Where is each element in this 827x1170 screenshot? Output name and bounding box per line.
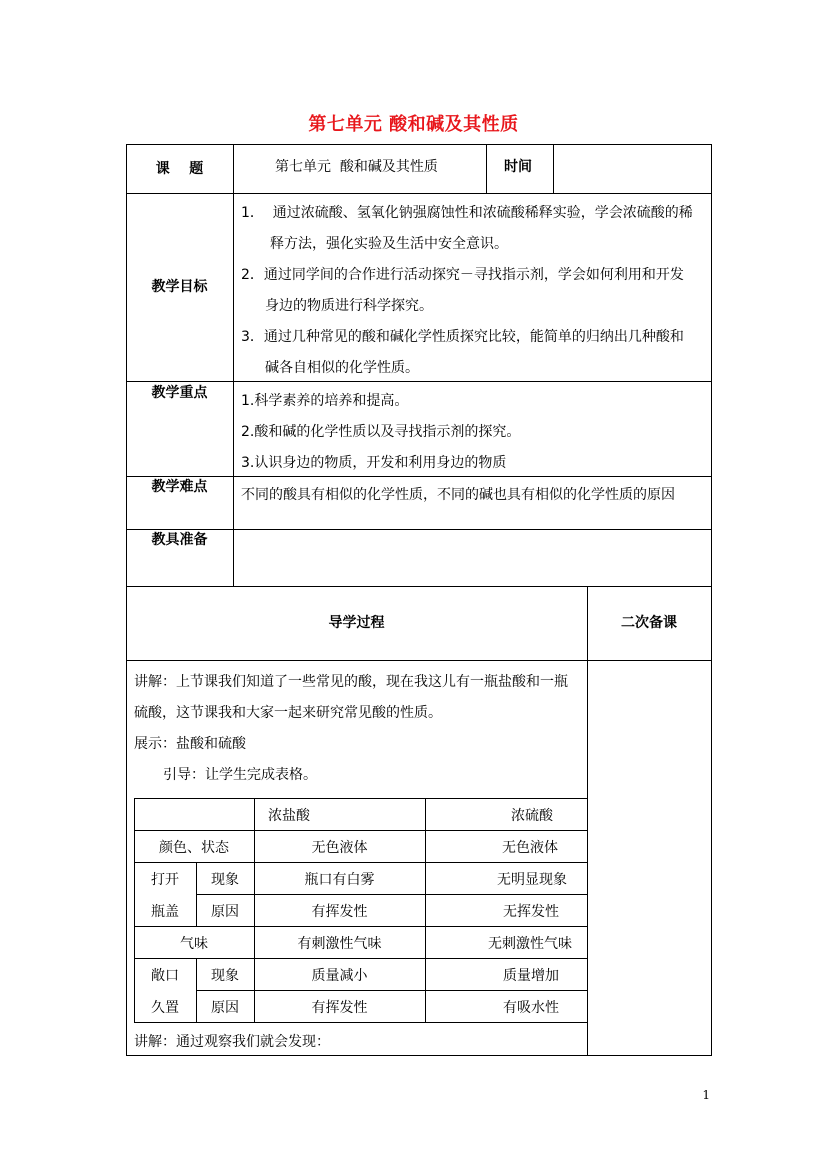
compare-cell: 无挥发性	[503, 904, 559, 920]
objective-line: 3．通过几种常见的酸和碱化学性质探究比较，能简单的归纳出几种酸和	[241, 329, 684, 345]
compare-expose-label: 久置	[151, 1000, 179, 1016]
compare-open-label: 打开	[151, 872, 179, 888]
compare-line	[134, 1022, 587, 1023]
compare-cell: 质量减小	[311, 968, 368, 984]
compare-reason-label: 原因	[211, 904, 239, 920]
objectives-label: 教学目标	[151, 279, 208, 295]
key-point-line: 1.科学素养的培养和提高。	[241, 393, 409, 409]
compare-line	[134, 798, 587, 799]
key-point-line: 3.认识身边的物质，开发和利用身边的物质	[241, 455, 507, 471]
course-label: 课 题	[155, 161, 204, 177]
compare-line	[134, 830, 587, 831]
compare-cell: 无明显现象	[497, 872, 567, 888]
compare-line	[134, 926, 587, 927]
row-divider	[126, 660, 712, 661]
compare-phenomenon-label: 现象	[211, 968, 239, 984]
difficulties-label: 教学难点	[151, 479, 208, 495]
compare-line	[134, 958, 587, 959]
page-number: 1	[702, 1088, 710, 1102]
compare-header-h2so4: 浓硫酸	[511, 808, 553, 824]
compare-cell: 有吸水性	[503, 1000, 559, 1016]
key-points-label: 教学重点	[151, 385, 208, 401]
table-border-bottom	[126, 1055, 712, 1056]
difficulties-text: 不同的酸具有相似的化学性质，不同的碱也具有相似的化学性质的原因	[241, 487, 675, 503]
col-divider	[587, 586, 588, 1055]
compare-cell: 无色液体	[502, 840, 558, 856]
row-divider	[126, 381, 712, 382]
compare-color-label: 颜色、状态	[159, 840, 229, 856]
equipment-label: 教具准备	[151, 532, 208, 548]
table-border-top	[126, 144, 712, 145]
col-divider	[553, 144, 554, 193]
compare-open-label: 瓶盖	[151, 904, 179, 920]
compare-cell: 无刺激性气味	[488, 936, 572, 952]
page-title: 第七单元 酸和碱及其性质	[308, 114, 519, 135]
process-line: 讲解：上节课我们知道了一些常见的酸，现在我这儿有一瓶盐酸和一瓶	[134, 674, 568, 690]
compare-header-hcl: 浓盐酸	[268, 808, 310, 824]
objective-line: 释方法，强化实验及生活中安全意识。	[270, 236, 508, 252]
objective-line: 2．通过同学间的合作进行活动探究－寻找指示剂，学会如何利用和开发	[241, 267, 684, 283]
compare-line	[425, 798, 426, 1022]
compare-cell: 无色液体	[311, 840, 368, 856]
objective-line: 碱各自相似的化学性质。	[265, 360, 419, 376]
compare-cell: 有刺激性气味	[297, 936, 382, 952]
key-point-line: 2.酸和碱的化学性质以及寻找指示剂的探究。	[241, 424, 521, 440]
compare-phenomenon-label: 现象	[211, 872, 239, 888]
compare-smell-label: 气味	[180, 936, 208, 952]
col-divider	[486, 144, 487, 193]
col-divider	[233, 144, 234, 586]
process-line: 硫酸，这节课我和大家一起来研究常见酸的性质。	[134, 705, 442, 721]
compare-expose-label: 敞口	[151, 968, 179, 984]
objective-line: 身边的物质进行科学探究。	[265, 298, 433, 314]
row-divider	[126, 193, 712, 194]
objective-line: 1． 通过浓硫酸、氢氧化钠强腐蚀性和浓硫酸稀释实验，学会浓硫酸的稀	[241, 205, 693, 221]
compare-cell: 有挥发性	[311, 904, 368, 920]
process-line: 展示：盐酸和硫酸	[134, 736, 246, 752]
table-border-right	[711, 144, 712, 1055]
compare-cell: 有挥发性	[311, 1000, 368, 1016]
process-line: 引导：让学生完成表格。	[163, 767, 317, 783]
process-footer-line: 讲解：通过观察我们就会发现：	[134, 1034, 330, 1050]
second-prep-label: 二次备课	[621, 615, 677, 631]
row-divider	[126, 586, 712, 587]
compare-cell: 质量增加	[503, 968, 559, 984]
compare-cell: 瓶口有白雾	[304, 872, 375, 888]
compare-reason-label: 原因	[211, 1000, 239, 1016]
course-value: 第七单元 酸和碱及其性质	[275, 159, 438, 175]
time-label: 时间	[504, 159, 532, 175]
process-label: 导学过程	[328, 615, 385, 631]
compare-line	[134, 862, 587, 863]
